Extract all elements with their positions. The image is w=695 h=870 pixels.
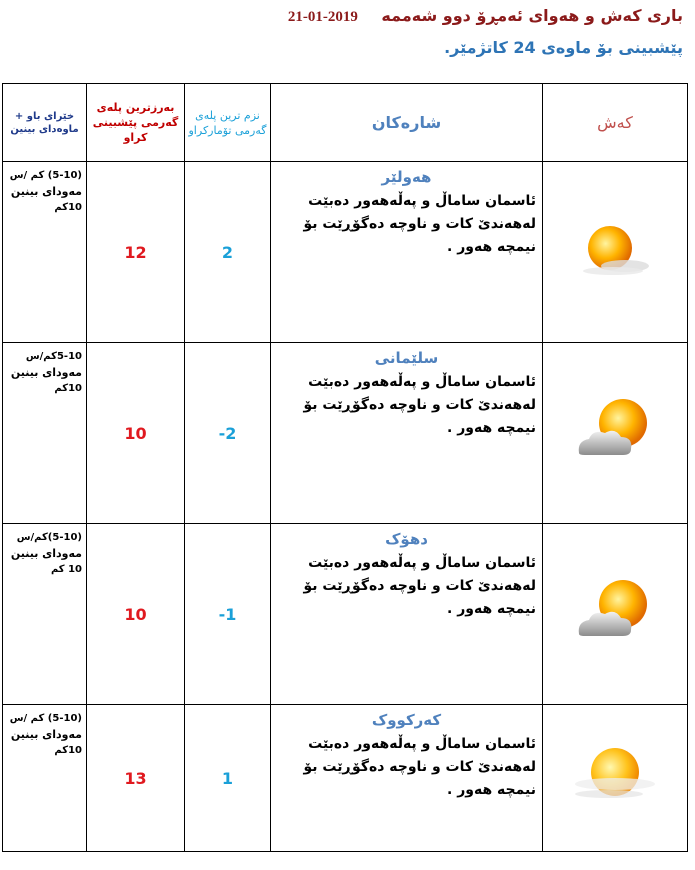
header-min-temp: نزم ترین پلەی گەرمی تۆمارکراو bbox=[185, 84, 271, 162]
city-name: هەولێر bbox=[381, 168, 432, 186]
table-row bbox=[3, 343, 688, 524]
header-wind: خێرای باو + ماوەدای بینین bbox=[3, 84, 87, 162]
min-temp: -1 bbox=[185, 524, 271, 705]
city-cell bbox=[271, 343, 543, 524]
header-cities: شارەکان bbox=[271, 84, 543, 162]
forecast-text: ئاسمان ساماڵ و پەڵەهەور دەبێت لەهەندێ کات و ناوچە دەگۆڕێت بۆ نیمچە هەور . bbox=[303, 555, 536, 617]
min-temp: -2 bbox=[185, 343, 271, 524]
page-subtitle: پێشبینی بۆ ماوەی 24 کاتژمێر. bbox=[444, 38, 683, 57]
table-row bbox=[3, 524, 688, 705]
wind-cell: 5-10کم/س مەودای بینین 10کم bbox=[3, 343, 87, 524]
wind-cell: (5-10) کم /س مەودای بینین 10کم bbox=[3, 705, 87, 852]
city-cell bbox=[271, 162, 543, 343]
forecast-text: ئاسمان ساماڵ و پەڵەهەور دەبێت لەهەندێ کات و ناوچە دەگۆڕێت بۆ نیمچە هەور . bbox=[303, 374, 536, 436]
min-temp: 2 bbox=[185, 162, 271, 343]
min-temp: 1 bbox=[185, 705, 271, 852]
forecast-text: ئاسمان ساماڵ و پەڵەهەور دەبێت لەهەندێ کات و ناوچە دەگۆڕێت بۆ نیمچە هەور . bbox=[303, 736, 536, 798]
city-cell bbox=[271, 705, 543, 852]
partly-cloudy-icon bbox=[565, 391, 665, 475]
city-name: کەرکووک bbox=[371, 711, 442, 729]
wind-cell: (5-10)کم/س مەودای بینین 10 کم bbox=[3, 524, 87, 705]
partly-cloudy-icon bbox=[565, 572, 665, 656]
weather-icon-cell bbox=[543, 162, 688, 343]
page-title bbox=[3, 6, 683, 26]
forecast-text: ئاسمان ساماڵ و پەڵەهەور دەبێت لەهەندێ کات و ناوچە دەگۆڕێت بۆ نیمچە هەور . bbox=[303, 193, 536, 255]
header-max-temp: بەرزترین پلەی گەرمی پێشبینی کراو bbox=[87, 84, 185, 162]
header-weather: کەش bbox=[543, 84, 688, 162]
table-row bbox=[3, 162, 688, 343]
max-temp: 13 bbox=[87, 705, 185, 852]
max-temp: 10 bbox=[87, 524, 185, 705]
title-text: باری کەش و هەوای ئەمڕۆ دوو شەممە bbox=[381, 6, 683, 25]
city-name: سلێمانی bbox=[374, 349, 439, 367]
city-cell bbox=[271, 524, 543, 705]
forecast-table bbox=[2, 83, 688, 852]
max-temp: 10 bbox=[87, 343, 185, 524]
weather-icon-cell bbox=[543, 343, 688, 524]
sun-haze-icon bbox=[565, 210, 665, 294]
wind-cell: (5-10) کم /س مەودای بینین 10کم bbox=[3, 162, 87, 343]
weather-icon-cell bbox=[543, 705, 688, 852]
max-temp: 12 bbox=[87, 162, 185, 343]
header-row bbox=[3, 84, 688, 162]
sun-haze-icon bbox=[565, 736, 665, 820]
table-row bbox=[3, 705, 688, 852]
title-date: 2019-01-21 bbox=[287, 9, 358, 25]
city-name: دهۆک bbox=[385, 530, 428, 548]
weather-icon-cell bbox=[543, 524, 688, 705]
